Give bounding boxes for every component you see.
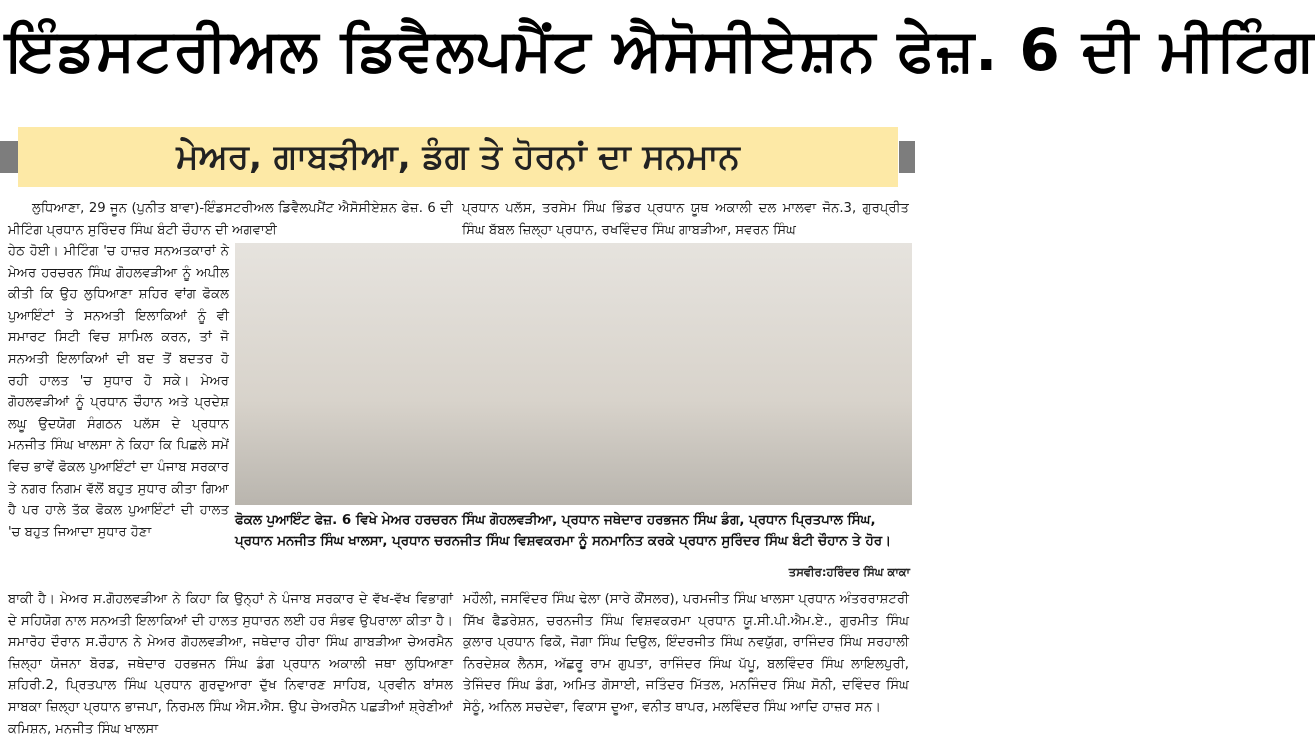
subheadline: ਮੇਅਰ, ਗਾਬੜੀਆ, ਡੰਗ ਤੇ ਹੋਰਨਾਂ ਦਾ ਸਨਮਾਨ [18, 127, 898, 187]
photo-credit: ਤਸਵੀਰ:ਹਰਿੰਦਰ ਸਿੰਘ ਕਾਕਾ [788, 565, 910, 579]
intro-paragraph: ਲੁਧਿਆਣਾ, 29 ਜੂਨ (ਪੁਨੀਤ ਬਾਵਾ)-ਇੰਡਸਟਰੀਅਲ ਡਿਵੈਲਪਮੈਂਟ ਐਸੋਸੀਏਸ਼ਨ ਫੇਜ਼. 6 ਦੀ ਮੀਟਿੰਗ ਪ੍ਰਧਾਨ ਸੁਰਿੰਦਰ ਸਿੰਘ ਬੰਟੀ ਚੌਹਾਨ ਦੀ ਅਗਵਾਈ [8, 201, 453, 238]
left-accent-bar [0, 141, 18, 173]
left-column-text: ਹੇਠ ਹੋਈ। ਮੀਟਿੰਗ 'ਚ ਹਾਜ਼ਰ ਸਨਅਤਕਾਰਾਂ ਨੇ ਮੇਅਰ ਹਰਚਰਨ ਸਿੰਘ ਗੋਹਲਵੜੀਆ ਨੂੰ ਅਪੀਲ ਕੀਤੀ ਕਿ ਉਹ ਲੁਧਿਆਣਾ ਸ਼ਹਿਰ ਵਾਂਗ ਫੋਕਲ ਪੁਆਇੰਟਾਂ ਤੇ ਸਨਅਤੀ ਇਲਾਕਿਆਂ ਨੂੰ ਵੀ ਸਮਾਰਟ ਸਿਟੀ ਵਿਚ ਸ਼ਾਮਿਲ ਕਰਨ, ਤਾਂ ਜੋ ਸਨਅਤੀ ਇਲਾਕਿਆਂ ਦੀ ਬਦ ਤੋਂ ਬਦਤਰ ਹੋ ਰਹੀ ਹਾਲਤ 'ਚ ਸੁਧਾਰ ਹੋ ਸਕੇ। ਮੇਅਰ ਗੋਹਲਵੜੀਆਂ ਨੂੰ ਪ੍ਰਧਾਨ ਚੌਹਾਨ ਅਤੇ ਪ੍ਰਦੇਸ਼ ਲਘੂ ਉਦਯੋਗ ਸੰਗਠਨ ਪਲੱਸ ਦੇ ਪ੍ਰਧਾਨ ਮਨਜੀਤ ਸਿੰਘ ਖਾਲਸਾ ਨੇ ਕਿਹਾ ਕਿ ਪਿਛਲੇ ਸਮੇਂ ਵਿਚ ਭਾਵੇਂ ਫੋਕਲ ਪੁਆਇੰਟਾਂ ਦਾ ਪੰਜਾਬ ਸਰਕਾਰ ਤੇ ਨਗਰ ਨਿਗਮ ਵੱਲੋਂ ਬਹੁਤ ਸੁਧਾਰ ਕੀਤਾ ਗਿਆ ਹੈ ਪਰ ਹਾਲੇ ਤੱਕ ਫੋਕਲ ਪੁਆਇੰਟਾਂ ਦੀ ਹਾਲਤ 'ਚ ਬਹੁਤ ਜਿਆਦਾ ਸੁਧਾਰ ਹੋਣਾ [8, 244, 229, 540]
photo-caption: ਫੋਕਲ ਪੁਆਇੰਟ ਫੇਜ਼. 6 ਵਿਖੇ ਮੇਅਰ ਹਰਚਰਨ ਸਿੰਘ ਗੋਹਲਵੜੀਆ, ਪ੍ਰਧਾਨ ਜਥੇਦਾਰ ਹਰਭਜਨ ਸਿੰਘ ਡੰਗ, ਪ੍ਰਧਾਨ ਪ੍ਰਿਤਪਾਲ ਸਿੰਘ, ਪ੍ਰਧਾਨ ਮਨਜੀਤ ਸਿੰਘ ਖਾਲਸਾ, ਪ੍ਰਧਾਨ ਚਰਨਜੀਤ ਸਿੰਘ ਵਿਸ਼ਵਕਰਮਾ ਨੂੰ ਸਨਮਾਨਿਤ ਕਰਕੇ ਪ੍ਰਧਾਨ ਸੁਰਿੰਦਰ ਸਿੰਘ ਬੰਟੀ ਚੌਹਾਨ ਤੇ ਹੋਰ। [235, 513, 892, 549]
subheadline-band [0, 127, 915, 189]
continued-paragraph: ਪ੍ਰਧਾਨ ਪਲੱਸ, ਤਰਸੇਮ ਸਿੰਘ ਭਿੰਡਰ ਪ੍ਰਧਾਨ ਯੂਥ ਅਕਾਲੀ ਦਲ ਮਾਲਵਾ ਜੋਨ.3, ਗੁਰਪ੍ਰੀਤ ਸਿੰਘ ਬੱਬਲ ਜ਼ਿਲ੍ਹਾ ਪ੍ਰਧਾਨ, ਰਖਵਿੰਦਰ ਸਿੰਘ ਗਾਬੜੀਆ, ਸਵਰਨ ਸਿੰਘ [462, 201, 909, 238]
bottom-left-text: ਬਾਕੀ ਹੈ। ਮੇਅਰ ਸ.ਗੋਹਲਵੜੀਆ ਨੇ ਕਿਹਾ ਕਿ ਉਨ੍ਹਾਂ ਨੇ ਪੰਜਾਬ ਸਰਕਾਰ ਦੇ ਵੱਖ-ਵੱਖ ਵਿਭਾਗਾਂ ਦੇ ਸਹਿਯੋਗ ਨਾਲ ਸਨਅਤੀ ਇਲਾਕਿਆਂ ਦੀ ਹਾਲਤ ਸੁਧਾਰਨ ਲਈ ਹਰ ਸੰਭਵ ਉਪਰਾਲਾ ਕੀਤਾ ਹੈ। ਸਮਾਰੋਹ ਦੌਰਾਨ ਸ.ਚੌਹਾਨ ਨੇ ਮੇਅਰ ਗੋਹਲਵੜੀਆ, ਜਥੇਦਾਰ ਹੀਰਾ ਸਿੰਘ ਗਾਬੜੀਆ ਚੇਅਰਮੈਨ ਜ਼ਿਲ੍ਹਾ ਯੋਜਨਾ ਬੋਰਡ, ਜਥੇਦਾਰ ਹਰਭਜਨ ਸਿੰਘ ਡੰਗ ਪ੍ਰਧਾਨ ਅਕਾਲੀ ਜਥਾ ਲੁਧਿਆਣਾ ਸ਼ਹਿਰੀ.2, ਪ੍ਰਿਤਪਾਲ ਸਿੰਘ ਪ੍ਰਧਾਨ ਗੁਰਦੁਆਰਾ ਦੁੱਖ ਨਿਵਾਰਣ ਸਾਹਿਬ, ਪ੍ਰਵੀਨ ਬਾਂਸਲ ਸਾਬਕਾ ਜ਼ਿਲ੍ਹਾ ਪ੍ਰਧਾਨ ਭਾਜਪਾ, ਨਿਰਮਲ ਸਿੰਘ ਐਸ.ਐਸ. ਉਪ ਚੇਅਰਮੈਨ ਪਛੜੀਆਂ ਸ਼੍ਰੇਣੀਆਂ ਕਮਿਸ਼ਨ, ਮਨਜੀਤ ਸਿੰਘ ਖਾਲਸਾ [8, 592, 453, 737]
right-accent-bar [899, 141, 915, 173]
headline: ਇੰਡਸਟਰੀਅਲ ਡਿਵੈਲਪਮੈਂਟ ਐਸੋਸੀਏਸ਼ਨ ਫੇਜ਼. 6 ਦੀ ਮੀਟਿੰਗ [6, 16, 1315, 84]
group-photo [235, 243, 912, 505]
bottom-right-text: ਮਹੌਲੀ, ਜਸਵਿੰਦਰ ਸਿੰਘ ਢੇਲਾ (ਸਾਰੇ ਕੌਂਸਲਰ), ਪਰਮਜੀਤ ਸਿੰਘ ਖਾਲਸਾ ਪ੍ਰਧਾਨ ਅੰਤਰਰਾਸ਼ਟਰੀ ਸਿੱਖ ਫੈਡਰੇਸ਼ਨ, ਚਰਨਜੀਤ ਸਿੰਘ ਵਿਸ਼ਵਕਰਮਾ ਪ੍ਰਧਾਨ ਯੂ.ਸੀ.ਪੀ.ਐਮ.ਏ., ਗੁਰਮੀਤ ਸਿੰਘ ਕੁਲਾਰ ਪ੍ਰਧਾਨ ਫਿਕੋ, ਜੋਗਾ ਸਿੰਘ ਦਿਉਲ, ਇੰਦਰਜੀਤ ਸਿੰਘ ਨਵਯੁੱਗ, ਰਾਜਿੰਦਰ ਸਿੰਘ ਸਰਹਾਲੀ ਨਿਰਦੇਸ਼ਕ ਲੈਨਸ, ਅੱਛਰੂ ਰਾਮ ਗੁਪਤਾ, ਰਾਜਿੰਦਰ ਸਿੰਘ ਪੱਪੂ, ਬਲਵਿੰਦਰ ਸਿੰਘ ਲਾਇਲਪੁਰੀ, ਤੇਜਿੰਦਰ ਸਿੰਘ ਡੰਗ, ਅਮਿਤ ਗੋਸਾਈ, ਜਤਿੰਦਰ ਮਿੱਤਲ, ਮਨਜਿੰਦਰ ਸਿੰਘ ਸੋਨੀ, ਦਵਿੰਦਰ ਸਿੰਘ ਸੇਠੂੰ, ਅਨਿਲ ਸਚਦੇਵਾ, ਵਿਕਾਸ ਦੂਆ, ਵਨੀਤ ਥਾਪਰ, ਮਲਵਿੰਦਰ ਸਿੰਘ ਆਦਿ ਹਾਜ਼ਰ ਸਨ। [463, 592, 909, 715]
